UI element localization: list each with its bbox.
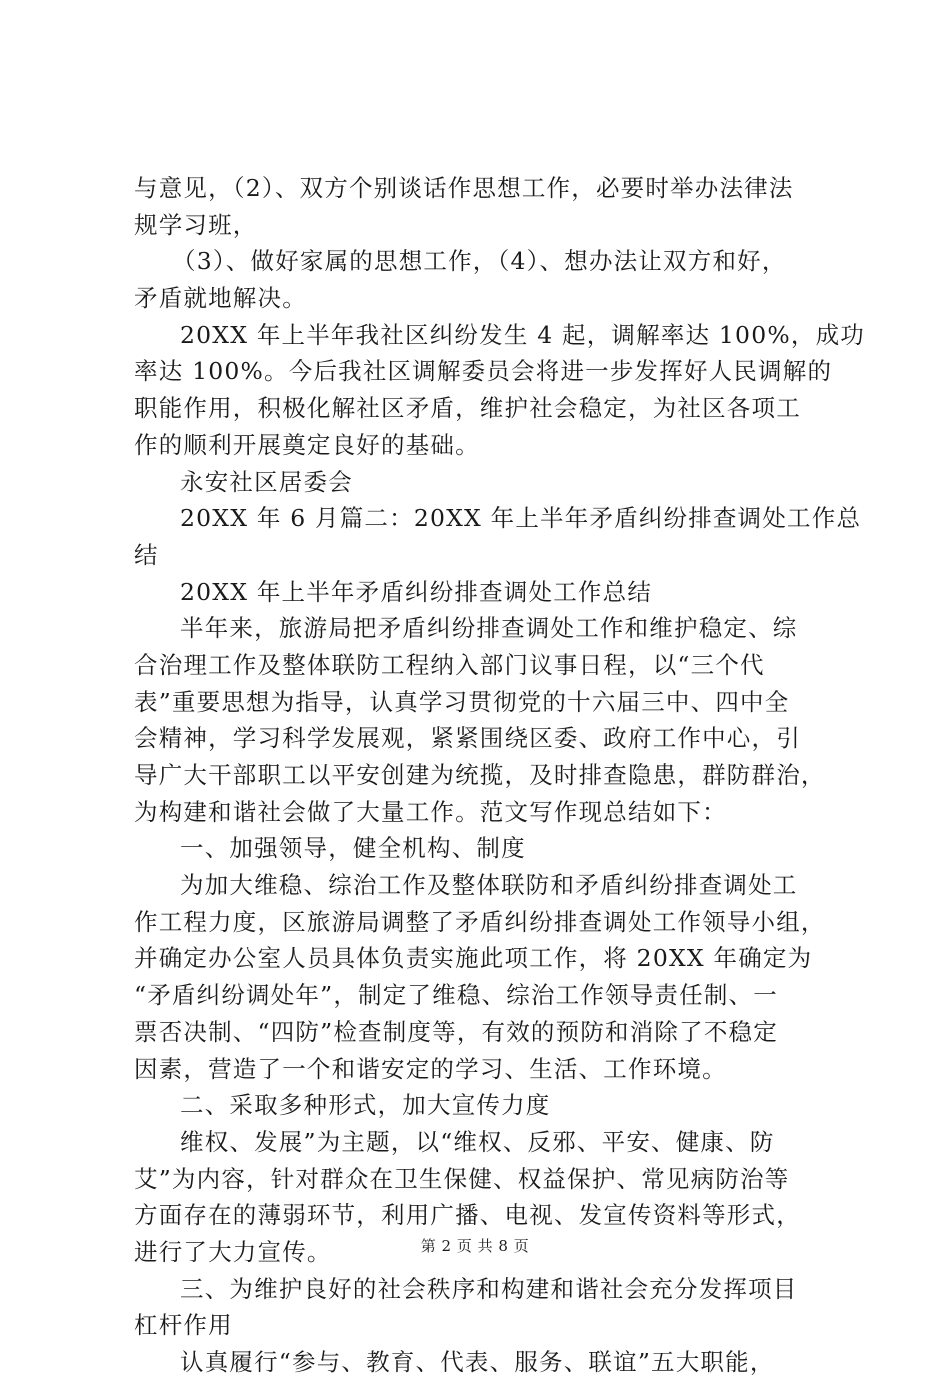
- text-line: 杠杆作用: [134, 1311, 233, 1340]
- text-line: 率达 100%。今后我社区调解委员会将进一步发挥好人民调解的: [134, 357, 833, 386]
- text-line: 会精神，学习科学发展观，紧紧围绕区委、政府工作中心，引: [134, 724, 801, 753]
- text-line: 为构建和谐社会做了大量工作。范文写作现总结如下：: [134, 797, 727, 826]
- text-line: 三、为维护良好的社会秩序和构建和谐社会充分发挥项目: [180, 1274, 798, 1303]
- text-line: 矛盾就地解决。: [134, 284, 307, 313]
- text-line: 20XX 年上半年矛盾纠纷排查调处工作总结: [180, 577, 653, 606]
- text-line: 作的顺利开展奠定良好的基础。: [134, 430, 480, 459]
- text-line: 结: [134, 540, 159, 569]
- text-line: 与意见，（2）、双方个别谈话作思想工作，必要时举办法律法: [134, 174, 794, 202]
- text-line: 方面存在的薄弱环节，利用广播、电视、发宣传资料等形式，: [134, 1201, 801, 1230]
- document-body: [134, 170, 865, 1381]
- text-line: 表”重要思想为指导，认真学习贯彻党的十六届三中、四中全: [134, 687, 790, 716]
- text-line: （3）、做好家属的思想工作，（4）、想办法让双方和好，: [172, 247, 787, 276]
- text-line: “矛盾纠纷调处年”，制定了维稳、综治工作领导责任制、一: [134, 981, 778, 1010]
- text-line: 20XX 年上半年我社区纠纷发生 4 起，调解率达 100%，成功: [180, 320, 865, 349]
- text-line: 维权、发展”为主题，以“维权、反邪、平安、健康、防: [180, 1127, 775, 1156]
- text-line: 为加大维稳、综治工作及整体联防和矛盾纠纷排查调处工: [180, 871, 798, 900]
- text-line: 二、采取多种形式，加大宣传力度: [180, 1091, 551, 1120]
- text-line: 认真履行“参与、教育、代表、服务、联谊”五大职能，: [180, 1348, 775, 1376]
- text-line: 20XX 年 6 月篇二：20XX 年上半年矛盾纠纷排查调处工作总: [180, 504, 862, 533]
- text-line: 规学习班，: [134, 210, 258, 239]
- text-line: 作工程力度，区旅游局调整了矛盾纠纷排查调处工作领导小组，: [134, 907, 826, 936]
- text-line: 并确定办公室人员具体负责实施此项工作，将 20XX 年确定为: [134, 944, 813, 973]
- text-line: 合治理工作及整体联防工程纳入部门议事日程，以“三个代: [134, 650, 765, 679]
- text-line: 进行了大力宣传。: [134, 1237, 332, 1266]
- text-line: 票否决制、“四防”检查制度等，有效的预防和消除了不稳定: [134, 1017, 778, 1046]
- text-line: 永安社区居委会: [180, 467, 353, 496]
- text-line: 因素，营造了一个和谐安定的学习、生活、工作环境。: [134, 1054, 727, 1083]
- page-footer: 第 2 页 共 8 页: [420, 1237, 530, 1255]
- text-line: 艾”为内容，针对群众在卫生保健、权益保护、常见病防治等: [134, 1164, 790, 1193]
- text-line: 半年来，旅游局把矛盾纠纷排查调处工作和维护稳定、综: [180, 614, 798, 643]
- text-line: 一、加强领导，健全机构、制度: [180, 834, 526, 863]
- text-line: 导广大干部职工以平安创建为统揽，及时排查隐患，群防群治，: [134, 761, 826, 789]
- text-line: 职能作用，积极化解社区矛盾，维护社会稳定，为社区各项工: [134, 394, 801, 423]
